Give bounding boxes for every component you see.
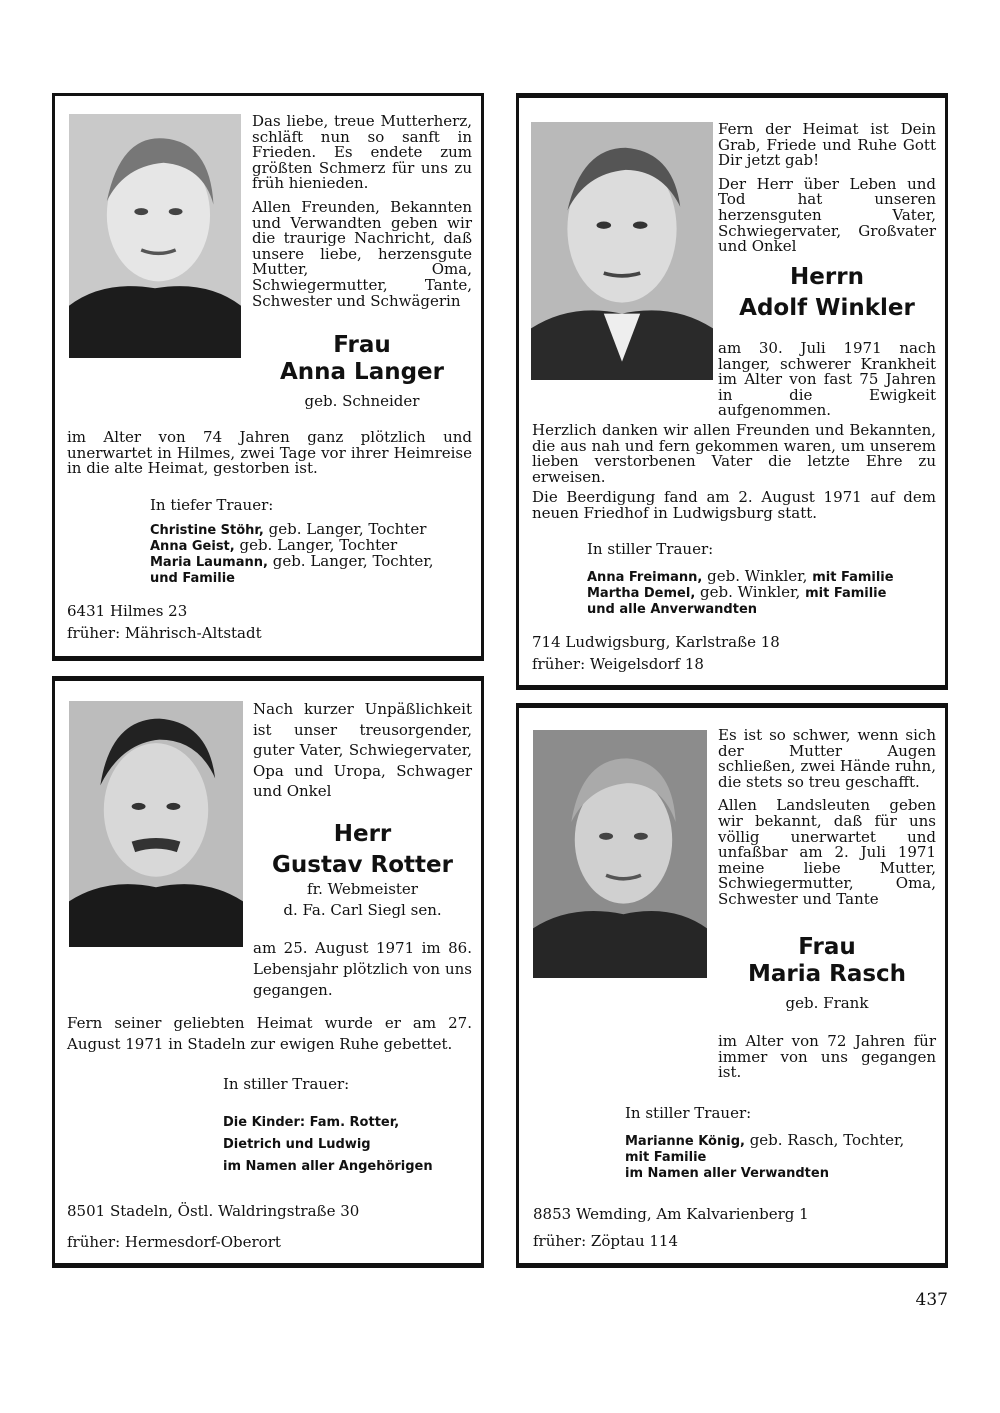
thanks-text: Herzlich danken wir allen Freunden und Bekannten, die aus nah und fern gekommen waren, um unserem lieben verstorbenen Vater die letzte Ehre zu erweisen. (532, 421, 936, 486)
maiden-name: geb. Frank (785, 994, 869, 1012)
address-block (67, 1196, 359, 1258)
mourner-line: Christine Stöhr, geb. Langer, Tochter (150, 520, 427, 538)
mourner-line: im Namen aller Angehörigen (223, 1159, 433, 1174)
mourner-line: im Namen aller Verwandten (625, 1166, 829, 1181)
address-block (532, 631, 780, 675)
intro-paragraph: Allen Freunden, Bekannten und Verwandten geben wir die traurige Nachricht, daß unsere liebe, herzensgute Mutter, Oma, Schwiegermutter, Tante, Schwester und Schwägerin (252, 197, 472, 310)
mourners-list (150, 522, 434, 586)
address: 714 Ludwigsburg, Karlstraße 18 (532, 633, 780, 651)
mourner-line: Dietrich und Ludwig (223, 1137, 371, 1152)
mourner-line: und alle Anverwandten (587, 602, 758, 617)
deceased-name-block (253, 819, 472, 881)
intro-text (718, 122, 936, 263)
death-text: im Alter von 74 Jahren ganz plötzlich und unerwartet in Hilmes, zwei Tage vor ihrer Heimreise in die alte Heimat, gestorben ist. (67, 428, 472, 478)
mourner-line: Marianne König, geb. Rasch, Tochter, (625, 1131, 905, 1149)
intro-paragraph: Das liebe, treue Mutterherz, schläft nun so sanft in Frieden. Es endete zum größten Schmerz für uns zu früh hienieden. (252, 112, 472, 193)
intro-paragraph: Fern der Heimat ist Dein Grab, Friede und Ruhe Gott Dir jetzt gab! (718, 120, 936, 170)
deceased-name-block (718, 262, 936, 324)
former-address: früher: Hermesdorf-Oberort (67, 1233, 281, 1251)
deceased-title: Frau (798, 934, 856, 960)
portrait-photo (69, 701, 243, 947)
address: 8853 Wemding, Am Kalvarienberg 1 (533, 1205, 809, 1223)
portrait-photo (69, 114, 241, 358)
employer-line: d. Fa. Carl Siegl sen. (283, 901, 442, 919)
obituary-adolf-winkler (516, 93, 948, 690)
mourning-label: In stiller Trauer: (587, 540, 714, 558)
mourners-list (587, 569, 894, 617)
address: 8501 Stadeln, Östl. Waldringstraße 30 (67, 1202, 360, 1220)
intro-paragraph: Allen Landsleuten geben wir bekannt, daß für uns völlig unerwartet und unfaßbar am 2. Juli 1971 meine liebe Mutter, Schwiegermutter, Oma, Schwester und Tante (718, 796, 936, 908)
mourner-line: und Familie (150, 571, 235, 586)
profession (253, 879, 472, 921)
profession-line: fr. Webmeister (307, 880, 418, 898)
mourner-line: Maria Laumann, geb. Langer, Tochter, (150, 552, 434, 570)
obituary-maria-rasch (516, 703, 948, 1268)
burial-text: Fern seiner geliebten Heimat wurde er am 27. August 1971 in Stadeln zur ewigen Ruhe gebettet. (67, 1014, 472, 1053)
portrait-photo (533, 730, 707, 978)
address: 6431 Hilmes 23 (67, 602, 188, 620)
intro-paragraph: Nach kurzer Unpäßlichkeit ist unser treusorgender, guter Vater, Schwiegervater, Opa und Uropa, Schwager und Onkel (253, 700, 472, 801)
mourner-line: Anna Geist, geb. Langer, Tochter (150, 536, 398, 554)
mourner-line: Martha Demel, geb. Winkler, mit Familie (587, 583, 887, 601)
deceased-name: Anna Langer (279, 359, 445, 385)
former-address: früher: Weigelsdorf 18 (532, 655, 704, 673)
deceased-name-block (718, 934, 936, 988)
mourners-list (223, 1111, 433, 1177)
mourner-line: mit Familie (625, 1150, 707, 1165)
deceased-name: Adolf Winkler (739, 295, 915, 321)
obituary-gustav-rotter (52, 676, 484, 1268)
intro-text (253, 699, 472, 810)
deceased-name: Maria Rasch (747, 961, 907, 987)
portrait-photo (531, 122, 713, 380)
mourning-label: In tiefer Trauer: (150, 496, 274, 514)
intro-text (718, 728, 936, 916)
former-address: früher: Zöptau 114 (533, 1232, 678, 1250)
intro-text (252, 114, 472, 317)
page-number: 437 (915, 1290, 948, 1310)
death-text: am 25. August 1971 im 86. Lebensjahr plötzlich von uns gegangen. (253, 939, 472, 999)
deceased-title: Frau (333, 332, 391, 358)
mourning-label: In stiller Trauer: (223, 1075, 350, 1093)
funeral-text: Die Beerdigung fand am 2. August 1971 auf dem neuen Friedhof in Ludwigsburg statt. (532, 488, 936, 522)
obituary-anna-langer (52, 93, 484, 661)
intro-paragraph: Es ist so schwer, wenn sich der Mutter Augen schließen, zwei Hände ruhn, die stets so treu geschafft. (718, 726, 936, 791)
portrait-woman-icon (533, 730, 707, 978)
intro-paragraph: Der Herr über Leben und Tod hat unseren herzensguten Vater, Schwiegervater, Großvater und Onkel (718, 174, 936, 256)
portrait-woman-icon (69, 114, 241, 358)
address-block (533, 1201, 809, 1255)
deceased-name-block (252, 332, 472, 386)
mourner-line: Die Kinder: Fam. Rotter, (223, 1115, 400, 1130)
deceased-title: Herr (333, 821, 392, 847)
death-text: am 30. Juli 1971 nach langer, schwerer Krankheit im Alter von fast 75 Jahren in die Ewigkeit aufgenommen. (718, 339, 936, 420)
deceased-title: Herrn (790, 264, 864, 290)
address-block (67, 600, 262, 644)
maiden-name: geb. Schneider (304, 392, 420, 410)
deceased-name: Gustav Rotter (272, 852, 453, 878)
portrait-man-icon (69, 701, 243, 947)
mourner-line: Anna Freimann, geb. Winkler, mit Familie (587, 567, 894, 585)
former-address: früher: Mährisch-Altstadt (67, 624, 262, 642)
portrait-man-icon (531, 122, 713, 380)
mourning-label: In stiller Trauer: (625, 1104, 752, 1122)
death-text: im Alter von 72 Jahren für immer von uns gegangen ist. (718, 1032, 936, 1082)
mourners-list (625, 1133, 904, 1181)
